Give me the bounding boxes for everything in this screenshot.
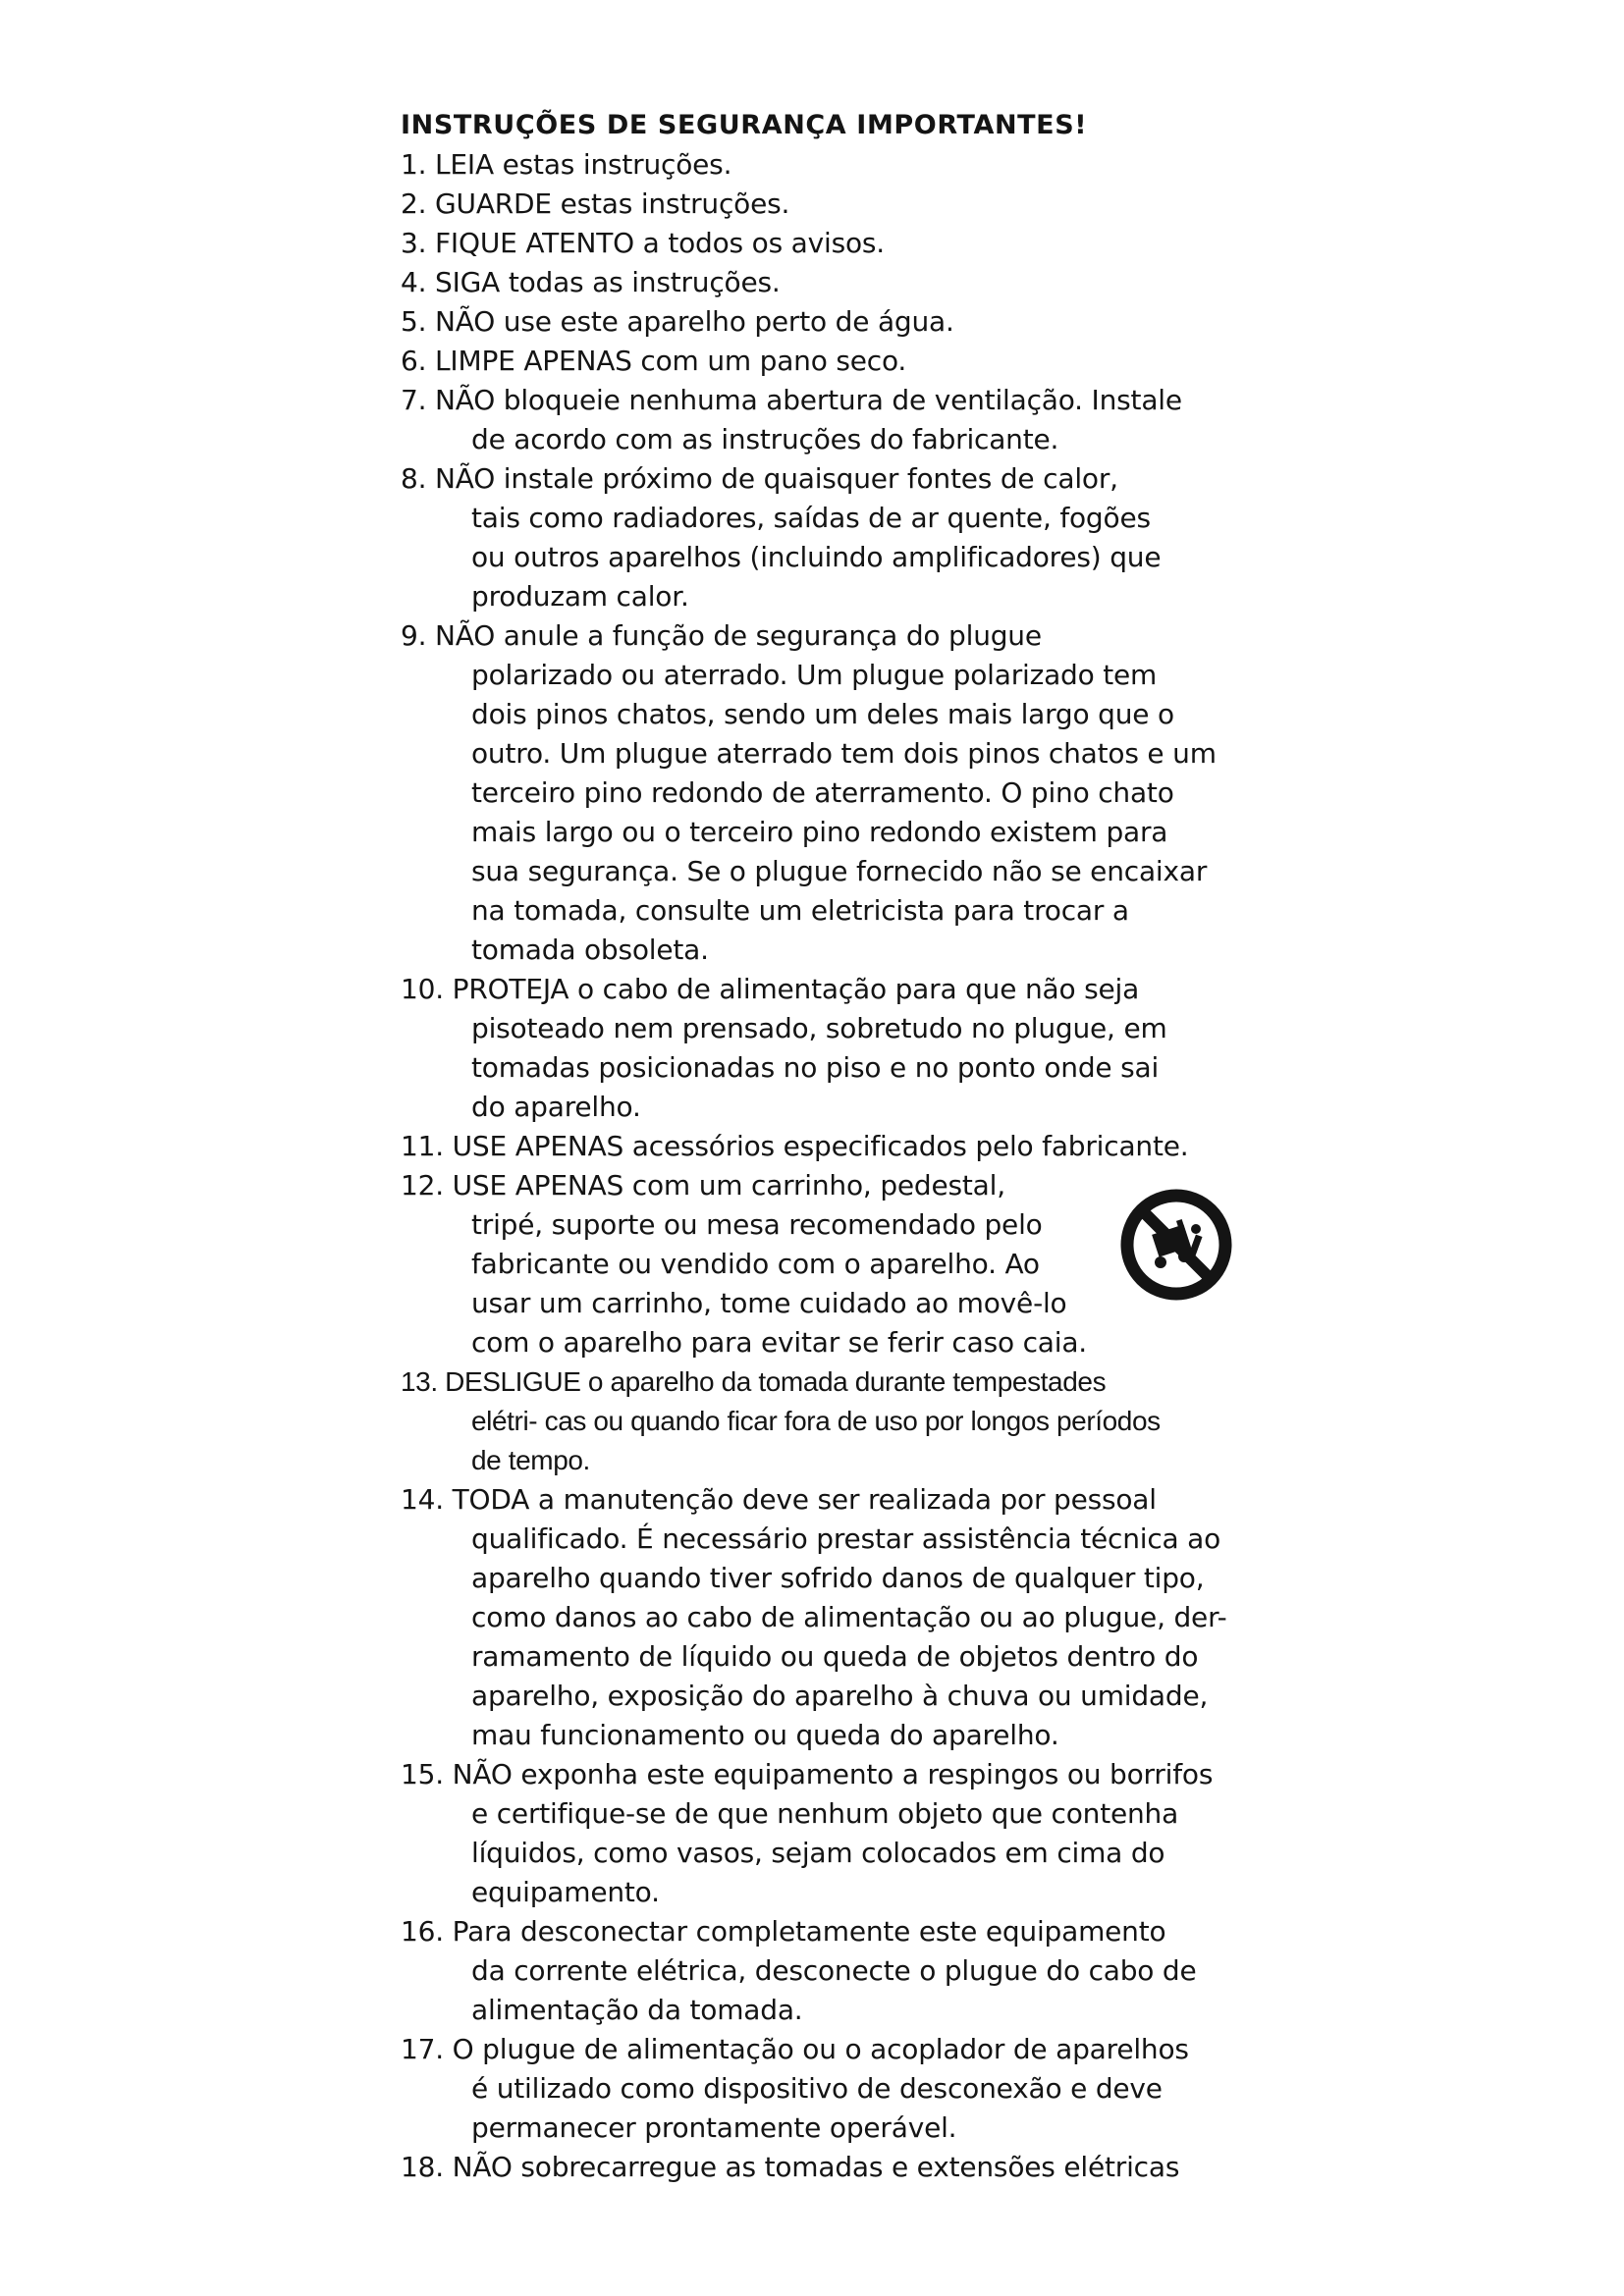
- instruction-text: usar um carrinho, tome cuidado ao movê-lo: [471, 1287, 1067, 1319]
- instruction-first-line: [401, 185, 1265, 224]
- instruction-item-10: [401, 970, 1265, 1127]
- instruction-item-13: [401, 1362, 1265, 1480]
- instruction-number: 3.: [401, 227, 427, 259]
- instruction-item-7: [401, 381, 1265, 459]
- instruction-text: é utilizado como dispositivo de desconexão e deve: [471, 2072, 1163, 2105]
- instruction-continuation-line: [401, 1873, 1265, 1912]
- instruction-continuation-line: [401, 1088, 1265, 1127]
- safety-instructions: [401, 106, 1265, 2187]
- instruction-text: terceiro pino redondo de aterramento. O pino chato: [471, 776, 1174, 809]
- instruction-text: aparelho, exposição do aparelho à chuva ou umidade,: [471, 1680, 1209, 1712]
- instruction-text: tomada obsoleta.: [471, 934, 709, 966]
- instruction-number: 8.: [401, 462, 427, 495]
- instruction-item-16: [401, 1912, 1265, 2030]
- instruction-first-line: [401, 1362, 1265, 1402]
- instruction-text: NÃO use este aparelho perto de água.: [435, 305, 954, 338]
- instruction-text: de tempo.: [471, 1445, 590, 1475]
- instruction-text: NÃO exponha este equipamento a respingos ou borrifos: [452, 1758, 1214, 1790]
- instruction-text: dois pinos chatos, sendo um deles mais largo que o: [471, 698, 1174, 730]
- instruction-text: NÃO sobrecarregue as tomadas e extensões elétricas: [452, 2151, 1180, 2183]
- instruction-number: 11.: [401, 1130, 444, 1162]
- instruction-first-line: [401, 1912, 1265, 1951]
- instruction-first-line: [401, 970, 1265, 1009]
- instruction-number: 9.: [401, 619, 427, 652]
- instruction-text: ramamento de líquido ou queda de objetos dentro do: [471, 1640, 1199, 1673]
- instruction-text: tais como radiadores, saídas de ar quente, fogões: [471, 502, 1151, 534]
- instruction-first-line: [401, 2030, 1265, 2069]
- instruction-continuation-line: [401, 1323, 1265, 1362]
- instruction-text: FIQUE ATENTO a todos os avisos.: [435, 227, 885, 259]
- instruction-item-14: [401, 1480, 1265, 1755]
- instruction-continuation-line: [401, 774, 1265, 813]
- instruction-continuation-line: [401, 695, 1265, 734]
- instruction-number: 17.: [401, 2033, 444, 2065]
- instruction-item-18: [401, 2148, 1265, 2187]
- instruction-first-line: [401, 1755, 1265, 1794]
- instruction-number: 5.: [401, 305, 427, 338]
- instruction-text: tomadas posicionadas no piso e no ponto onde sai: [471, 1051, 1160, 1084]
- instruction-first-line: [401, 616, 1265, 656]
- instruction-number: 14.: [401, 1483, 444, 1516]
- instruction-continuation-line: [401, 1009, 1265, 1048]
- instruction-continuation-line: [401, 1834, 1265, 1873]
- instruction-continuation-line: [401, 891, 1265, 931]
- instruction-first-line: [401, 381, 1265, 420]
- instruction-number: 10.: [401, 973, 444, 1005]
- instruction-continuation-line: [401, 1048, 1265, 1088]
- instruction-text: com o aparelho para evitar se ferir caso caia.: [471, 1326, 1087, 1359]
- instruction-text: elétri- cas ou quando ficar fora de uso por longos períodos: [471, 1406, 1161, 1436]
- instruction-continuation-line: [401, 1677, 1265, 1716]
- instruction-continuation-line: [401, 2069, 1265, 2109]
- instruction-number: 6.: [401, 345, 427, 377]
- instruction-text: GUARDE estas instruções.: [435, 187, 790, 220]
- instruction-text: alimentação da tomada.: [471, 1994, 803, 2026]
- instruction-text: de acordo com as instruções do fabricante.: [471, 423, 1059, 455]
- instruction-text: Para desconectar completamente este equipamento: [452, 1915, 1166, 1948]
- instruction-continuation-line: [401, 420, 1265, 459]
- instruction-continuation-line: [401, 1598, 1265, 1637]
- instruction-text: mau funcionamento ou queda do aparelho.: [471, 1719, 1059, 1751]
- instruction-continuation-line: [401, 1951, 1265, 1991]
- instruction-first-line: [401, 302, 1265, 342]
- instruction-continuation-line: [401, 1991, 1265, 2030]
- instruction-first-line: [401, 459, 1265, 499]
- instruction-continuation-line: [401, 577, 1265, 616]
- instruction-text: NÃO anule a função de segurança do plugue: [435, 619, 1042, 652]
- instruction-text: fabricante ou vendido com o aparelho. Ao: [471, 1248, 1040, 1280]
- instruction-continuation-line: [401, 656, 1265, 695]
- instruction-first-line: [401, 342, 1265, 381]
- instruction-continuation-line: [401, 1794, 1265, 1834]
- instruction-item-2: [401, 185, 1265, 224]
- instruction-continuation-line: [401, 813, 1265, 852]
- instruction-text: SIGA todas as instruções.: [435, 266, 781, 298]
- instruction-first-line: [401, 224, 1265, 263]
- instruction-text: mais largo ou o terceiro pino redondo existem para: [471, 816, 1168, 848]
- instruction-text: outro. Um plugue aterrado tem dois pinos chatos e um: [471, 737, 1217, 770]
- instruction-text: aparelho quando tiver sofrido danos de qualquer tipo,: [471, 1562, 1205, 1594]
- instruction-text: LEIA estas instruções.: [435, 148, 732, 181]
- instruction-item-1: [401, 145, 1265, 185]
- instruction-text: sua segurança. Se o plugue fornecido não se encaixar: [471, 855, 1208, 887]
- instruction-number: 7.: [401, 384, 427, 416]
- instruction-text: PROTEJA o cabo de alimentação para que não seja: [452, 973, 1140, 1005]
- instruction-text: equipamento.: [471, 1876, 660, 1908]
- instruction-number: 4.: [401, 266, 427, 298]
- instruction-text: NÃO bloqueie nenhuma abertura de ventilação. Instale: [435, 384, 1182, 416]
- instruction-number: 15.: [401, 1758, 444, 1790]
- instruction-item-15: [401, 1755, 1265, 1912]
- instruction-first-line: [401, 1127, 1265, 1166]
- instruction-text: USE APENAS acessórios especificados pelo fabricante.: [452, 1130, 1189, 1162]
- instruction-continuation-line: [401, 499, 1265, 538]
- instruction-continuation-line: [401, 734, 1265, 774]
- instruction-first-line: [401, 1480, 1265, 1520]
- instruction-first-line: [401, 2148, 1265, 2187]
- instruction-number: 12.: [401, 1169, 444, 1201]
- instruction-text: USE APENAS com um carrinho, pedestal,: [452, 1169, 1005, 1201]
- instruction-continuation-line: [401, 538, 1265, 577]
- instruction-number: 2.: [401, 187, 427, 220]
- instruction-text: produzam calor.: [471, 580, 689, 613]
- instruction-item-4: [401, 263, 1265, 302]
- instruction-continuation-line: [401, 931, 1265, 970]
- instruction-item-6: [401, 342, 1265, 381]
- instruction-continuation-line: [401, 852, 1265, 891]
- instruction-text: O plugue de alimentação ou o acoplador de aparelhos: [452, 2033, 1189, 2065]
- instruction-text: e certifique-se de que nenhum objeto que contenha: [471, 1797, 1179, 1830]
- instruction-item-5: [401, 302, 1265, 342]
- instruction-text: do aparelho.: [471, 1091, 641, 1123]
- instruction-text: NÃO instale próximo de quaisquer fontes de calor,: [435, 462, 1118, 495]
- instruction-number: 18.: [401, 2151, 444, 2183]
- instruction-continuation-line: [401, 1559, 1265, 1598]
- instruction-text: tripé, suporte ou mesa recomendado pelo: [471, 1208, 1043, 1241]
- instruction-item-17: [401, 2030, 1265, 2148]
- instruction-continuation-line: [401, 2109, 1265, 2148]
- instruction-text: ou outros aparelhos (incluindo amplificadores) que: [471, 541, 1162, 573]
- instruction-text: da corrente elétrica, desconecte o plugue do cabo de: [471, 1954, 1197, 1987]
- instruction-text: polarizado ou aterrado. Um plugue polarizado tem: [471, 659, 1158, 691]
- instruction-text: líquidos, como vasos, sejam colocados em cima do: [471, 1837, 1165, 1869]
- instruction-continuation-line: [401, 1441, 1265, 1480]
- instruction-list: [401, 145, 1265, 2187]
- instruction-item-8: [401, 459, 1265, 616]
- instruction-text: TODA a manutenção deve ser realizada por pessoal: [452, 1483, 1157, 1516]
- instruction-text: LIMPE APENAS com um pano seco.: [435, 345, 907, 377]
- instruction-number: 13.: [401, 1366, 438, 1397]
- instruction-continuation-line: [401, 1520, 1265, 1559]
- instruction-continuation-line: [401, 1637, 1265, 1677]
- instruction-item-11: [401, 1127, 1265, 1166]
- instruction-number: 1.: [401, 148, 427, 181]
- instruction-text: permanecer prontamente operável.: [471, 2111, 957, 2144]
- instruction-text: pisoteado nem prensado, sobretudo no plugue, em: [471, 1012, 1167, 1044]
- instruction-first-line: [401, 145, 1265, 185]
- instruction-text: qualificado. É necessário prestar assistência técnica ao: [471, 1522, 1221, 1555]
- page-title: INSTRUÇÕES DE SEGURANÇA IMPORTANTES!: [401, 110, 1088, 140]
- cart-tipover-warning-icon: [1117, 1186, 1235, 1304]
- instruction-continuation-line: [401, 1716, 1265, 1755]
- instruction-item-9: [401, 616, 1265, 970]
- instruction-text: DESLIGUE o aparelho da tomada durante tempestades: [445, 1366, 1107, 1397]
- instruction-item-3: [401, 224, 1265, 263]
- instruction-text: como danos ao cabo de alimentação ou ao plugue, der-: [471, 1601, 1227, 1633]
- instruction-text: na tomada, consulte um eletricista para trocar a: [471, 894, 1129, 927]
- instruction-continuation-line: [401, 1402, 1265, 1441]
- instruction-first-line: [401, 263, 1265, 302]
- instruction-number: 16.: [401, 1915, 444, 1948]
